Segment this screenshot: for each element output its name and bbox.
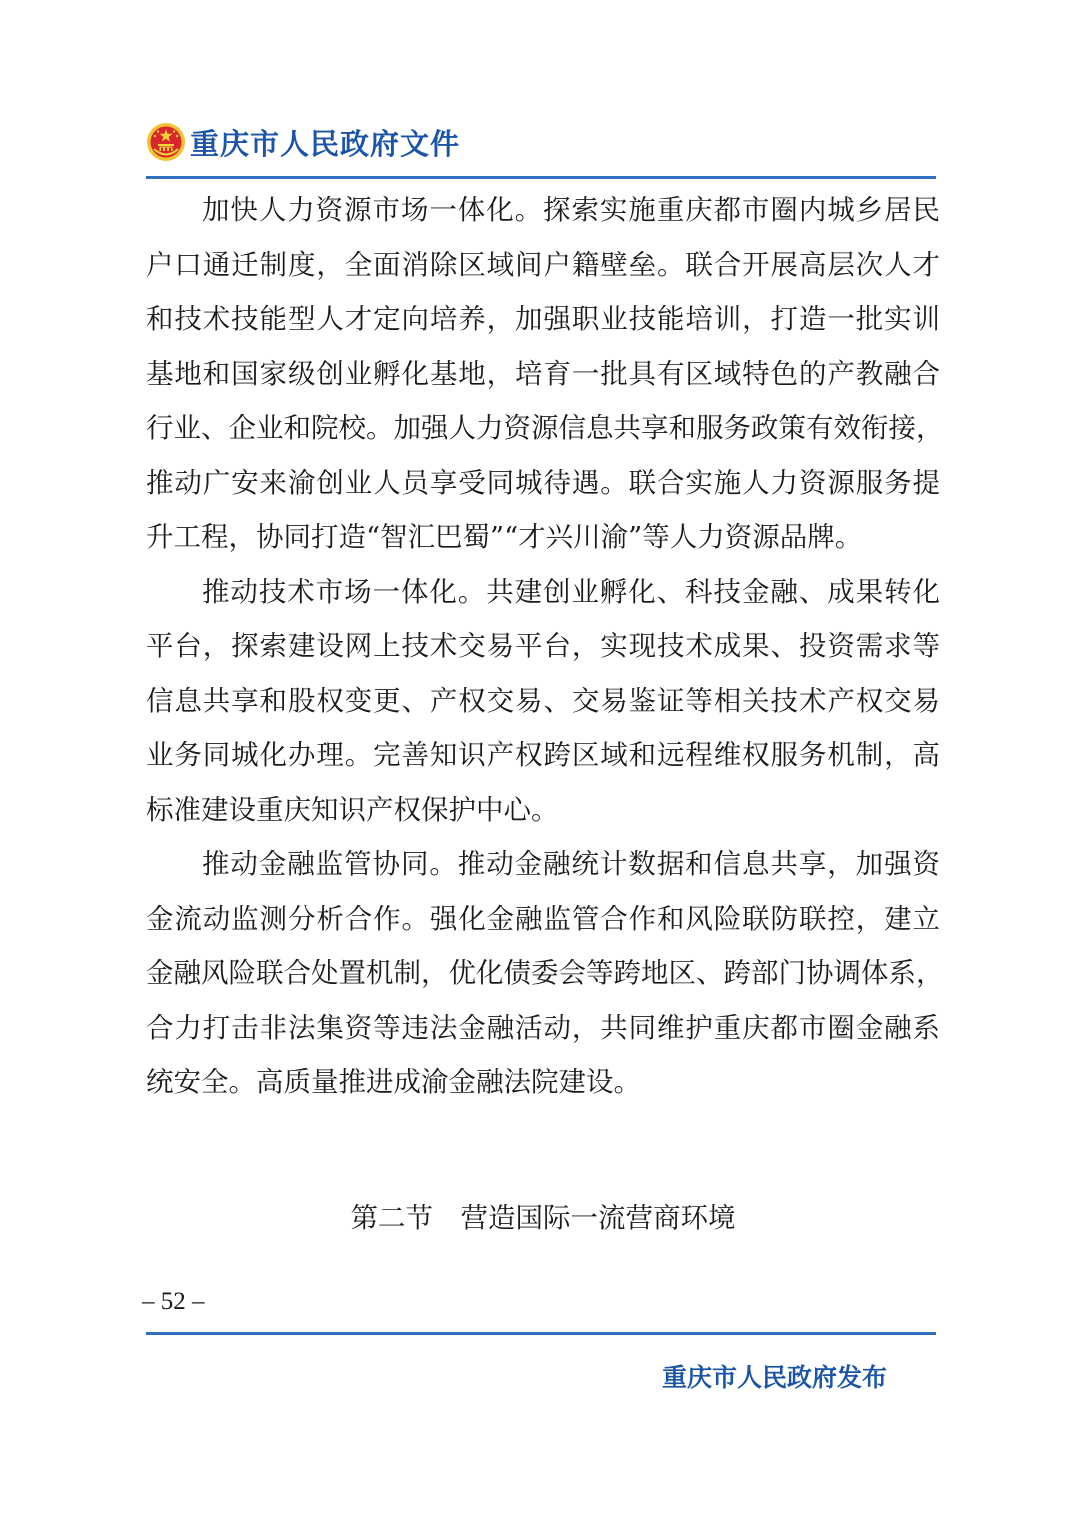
text-line: 统安全。高质量推进成渝金融法院建设。 (146, 1066, 641, 1098)
text-line: 标准建设重庆知识产权保护中心。 (146, 793, 559, 826)
document-header (146, 118, 460, 166)
document-body (146, 183, 944, 1110)
text-line: 基地和国家级创业孵化基地，培育一批具有区域特色的产教融合 (146, 357, 940, 390)
text-line: 推动金融监管协同。推动金融统计数据和信息共享，加强资 (202, 848, 940, 880)
text-line: 推动广安来渝创业人员享受同城待遇。联合实施人力资源服务提 (146, 466, 940, 499)
text-line: 业务同城化办理。完善知识产权跨区域和远程维权服务机制，高 (146, 739, 940, 771)
paragraph-technology-market (146, 565, 940, 838)
text-line: 合力打击非法集资等违法金融活动，共同维护重庆都市圈金融系 (146, 1011, 940, 1044)
paragraph-financial-supervision (146, 837, 944, 1110)
text-line: 平台，探索建设网上技术交易平台，实现技术成果、投资需求等 (146, 630, 940, 662)
text-line: 户口通迁制度，全面消除区域间户籍壁垒。联合开展高层次人才 (146, 248, 940, 281)
text-line: 推动技术市场一体化。共建创业孵化、科技金融、成果转化 (202, 575, 940, 608)
header-divider (146, 176, 936, 179)
footer-publisher: 重庆市人民政府发布 (662, 1363, 888, 1392)
text-line: 加快人力资源市场一体化。探索实施重庆都市圈内城乡居民 (202, 194, 940, 226)
text-line: 和技术技能型人才定向培养，加强职业技能培训，打造一批实训 (146, 303, 940, 335)
text-line: 行业、企业和院校。加强人力资源信息共享和服务政策有效衔接， (146, 412, 944, 444)
header-title: 重庆市人民政府文件 (190, 126, 461, 161)
paragraph-human-resources (146, 183, 944, 565)
text-line: 升工程，协同打造“智汇巴蜀”“才兴川渝”等人力资源品牌。 (146, 521, 863, 553)
text-line: 信息共享和股权变更、产权交易、交易鉴证等相关技术产权交易 (146, 684, 940, 717)
section-heading: 第二节 营造国际一流营商环境 (350, 1202, 736, 1234)
national-emblem-icon (146, 122, 186, 162)
page-number: – 52 – (142, 1288, 205, 1315)
footer-divider (146, 1332, 936, 1335)
text-line: 金流动监测分析合作。强化金融监管合作和风险联防联控，建立 (146, 902, 940, 935)
text-line: 金融风险联合处置机制，优化债委会等跨地区、跨部门协调体系， (146, 957, 944, 989)
